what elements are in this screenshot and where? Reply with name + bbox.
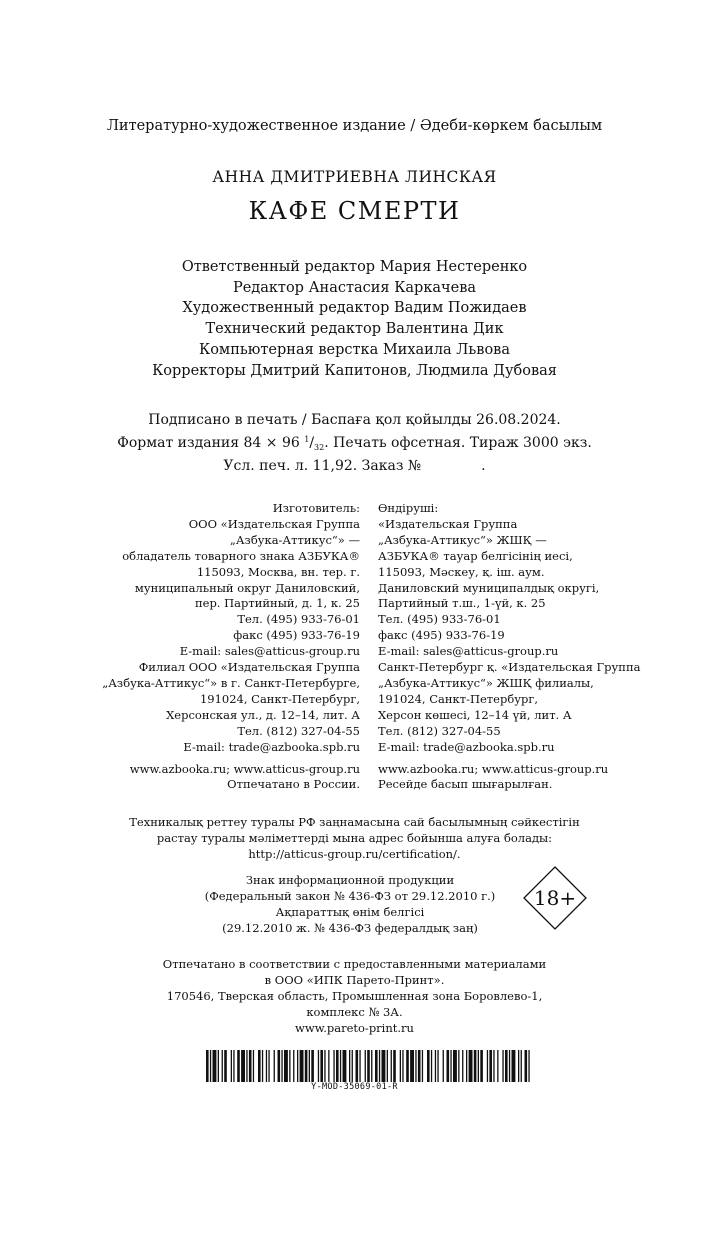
manufacturer-ru-line: www.azbooka.ru; www.atticus-group.ru (129, 761, 360, 776)
barcode-bar (521, 1050, 522, 1082)
order-suffix: . (481, 458, 486, 474)
barcode-bar (512, 1050, 516, 1082)
credit-line: Ответственный редактор Мария Нестеренко (181, 259, 528, 275)
barcode (206, 1050, 530, 1082)
manufacturer-kz-line: Тел. (812) 327-04-55 (378, 723, 501, 738)
barcode-bar (489, 1050, 492, 1082)
barcode-bar (293, 1050, 294, 1082)
barcode-bar (297, 1050, 298, 1082)
barcode-text: Y-MOD-35069-01-R (311, 1082, 398, 1092)
manufacturer-kz-line: Ресейде басып шығарылған. (378, 777, 553, 792)
barcode-bar (518, 1050, 519, 1082)
barcode-bar (525, 1050, 528, 1082)
barcode-bar (466, 1050, 467, 1082)
barcode-bar (447, 1050, 450, 1082)
barcode-bar (458, 1050, 459, 1082)
print-format-line (0, 430, 709, 457)
barcode-bar (435, 1050, 436, 1082)
barcode-bar (274, 1050, 275, 1082)
barcode-bar (340, 1050, 341, 1082)
barcode-bar (333, 1050, 334, 1082)
manufacturer-kz-line: „Азбука-Аттикус“» ЖШҚ филиалы, (378, 675, 594, 690)
barcode-bar (469, 1050, 473, 1082)
barcode-bar (365, 1050, 366, 1082)
barcode-bar (246, 1050, 247, 1082)
barcode-bar (453, 1050, 457, 1082)
barcode-bar (206, 1050, 209, 1082)
barcode-bar (268, 1050, 269, 1082)
manufacturer-ru-line: ООО «Издательская Группа (188, 516, 360, 531)
credit-line: Художественный редактор Вадим Пожидаев (182, 300, 527, 317)
barcode-bar (382, 1050, 386, 1082)
manufacturer-ru-line: Херсонская ул., д. 12–14, лит. А (166, 707, 360, 722)
manufacturer-kz-line: Херсон көшесі, 12–14 үй, лит. А (378, 707, 572, 722)
barcode-bar (241, 1050, 245, 1082)
format-numerator: 1 (304, 435, 310, 444)
barcode-bar (231, 1050, 232, 1082)
credit-line: Компьютерная верстка Михаила Львова (198, 341, 510, 358)
manufacturer-kz-line: E-mail: trade@azbooka.spb.ru (378, 739, 555, 754)
manufacturer-ru-line: факс (495) 933-76-19 (233, 628, 360, 643)
barcode-bar (478, 1050, 479, 1082)
credit-line: Редактор Анастасия Каркачева (232, 279, 477, 296)
book-title: КАФЕ СМЕРТИ (248, 197, 461, 225)
barcode-bar (528, 1050, 529, 1082)
certification-line: Техникалық реттеу туралы РФ заңнамасына сай басылымның сәйкестігін (129, 815, 580, 829)
manufacturer-kz-line: «Издательская Группа (378, 516, 518, 531)
manufacturer-ru-line: Тел. (812) 327-04-55 (237, 723, 360, 738)
manufacturer-ru-line: обладатель товарного знака АЗБУКА® (122, 548, 360, 563)
barcode-bar (371, 1050, 372, 1082)
barcode-bar (480, 1050, 483, 1082)
print-signed-line: Подписано в печать / Баспаға қол қойылды 26.08.2024. (148, 412, 561, 428)
edition-type: Литературно-художественное издание / Әдеби-көркем басылым (106, 118, 603, 134)
manufacturer-ru-column (102, 501, 360, 793)
barcode-bar (262, 1050, 263, 1082)
manufacturer-ru-line: „Азбука-Аттикус“» — (229, 532, 360, 547)
barcode-bar (474, 1050, 477, 1082)
barcode-bar (258, 1050, 261, 1082)
barcode-bar (375, 1050, 378, 1082)
manufacturer-kz-line: E-mail: sales@atticus-group.ru (378, 644, 559, 659)
manufacturer-kz-line: Тел. (495) 933-76-01 (378, 612, 501, 627)
printer-info (0, 956, 709, 1036)
barcode-bar (410, 1050, 414, 1082)
manufacturer-ru-line: муниципальный округ Даниловский, (134, 580, 360, 595)
certification-line: растау туралы мәліметтерді мына адрес бойынша алуға болады: (156, 831, 553, 845)
manufacturer-ru-line: E-mail: trade@azbooka.spb.ru (183, 739, 360, 754)
barcode-bar (343, 1050, 347, 1082)
format-denominator: 32 (314, 443, 325, 452)
manufacturer-kz-line: „Азбука-Аттикус“» ЖШҚ — (378, 532, 547, 547)
barcode-bar (224, 1050, 227, 1082)
format-prefix: Формат издания 84 × 96 (117, 435, 305, 451)
print-order-line (0, 457, 709, 476)
manufacturer-ru-line: пер. Партийный, д. 1, к. 25 (194, 596, 360, 611)
barcode-bar (318, 1050, 319, 1082)
printer-line: Отпечатано в соответствии с предоставленными материалами (162, 957, 547, 971)
manufacturer-kz-line: 115093, Мәскеу, қ. іш. аум. (378, 564, 545, 579)
manufacturer-kz-line: 191024, Санкт-Петербург, (378, 691, 539, 706)
info-sign-line: Ақпараттық өнім белгісі (275, 905, 425, 919)
format-suffix: . Печать офсетная. Тираж 3000 экз. (324, 435, 592, 451)
barcode-bar (487, 1050, 488, 1082)
barcode-bar (462, 1050, 463, 1082)
manufacturer-ru-line: 191024, Санкт-Петербург, (199, 691, 360, 706)
barcode-bar (400, 1050, 401, 1082)
order-prefix: Усл. печ. л. 11,92. Заказ № (223, 458, 422, 474)
info-sign-line: (29.12.2010 ж. № 436-ФЗ федералдық заң) (222, 921, 478, 935)
barcode-bar (320, 1050, 323, 1082)
barcode-bar (422, 1050, 423, 1082)
barcode-bar (336, 1050, 339, 1082)
manufacturer-ru-line: Филиал ООО «Издательская Группа (138, 660, 360, 675)
editorial-credits (0, 257, 709, 381)
barcode-bar (437, 1050, 438, 1082)
barcode-bar (387, 1050, 388, 1082)
barcode-bar (305, 1050, 308, 1082)
printer-line: 170546, Тверская область, Промышленная зона Боровлево-1, (166, 989, 543, 1003)
manufacturer-kz-line: факс (495) 933-76-19 (378, 628, 505, 643)
barcode-bar (505, 1050, 508, 1082)
barcode-bar (509, 1050, 510, 1082)
barcode-bar (415, 1050, 416, 1082)
certification-notice (0, 814, 709, 862)
manufacturer-ru-line: Изготовитель: (272, 501, 360, 515)
barcode-bar (311, 1050, 314, 1082)
barcode-bar (431, 1050, 432, 1082)
barcode-bar (328, 1050, 329, 1082)
credit-line: Технический редактор Валентина Дик (205, 321, 504, 338)
age-rating-badge (522, 865, 588, 931)
barcode-bar (300, 1050, 304, 1082)
barcode-bar (393, 1050, 396, 1082)
barcode-bar (213, 1050, 217, 1082)
barcode-bar (289, 1050, 290, 1082)
print-details (0, 411, 709, 476)
manufacturer-kz-line: www.azbooka.ru; www.atticus-group.ru (378, 761, 609, 776)
barcode-bar (281, 1050, 282, 1082)
barcode-bar (391, 1050, 392, 1082)
info-sign-line: (Федеральный закон № 436-ФЗ от 29.12.2010 г.) (204, 889, 496, 903)
barcode-bar (233, 1050, 234, 1082)
barcode-bar (379, 1050, 380, 1082)
age-rating-text: 18+ (533, 886, 577, 910)
barcode-bar (493, 1050, 494, 1082)
info-sign-line: Знак информационной продукции (245, 873, 455, 887)
certification-url: http://atticus-group.ru/certification/. (248, 847, 461, 861)
manufacturer-kz-line: Өндіруші: (378, 501, 439, 515)
manufacturer-ru-line: „Азбука-Аттикус“» в г. Санкт-Петербурге, (102, 675, 360, 690)
manufacturer-kz-column (378, 501, 640, 793)
barcode-bar (278, 1050, 281, 1082)
manufacturer-ru-line: E-mail: sales@atticus-group.ru (179, 644, 360, 659)
barcode-bar (210, 1050, 211, 1082)
printer-url: www.pareto-print.ru (295, 1021, 414, 1035)
manufacturer-kz-line: Санкт-Петербург қ. «Издательская Группа (378, 660, 641, 675)
barcode-bar (218, 1050, 219, 1082)
barcode-bar (402, 1050, 403, 1082)
barcode-bar (284, 1050, 288, 1082)
manufacturer-kz-line: АЗБУКА® тауар белгісінің иесі, (378, 548, 573, 563)
credit-line: Корректоры Дмитрий Капитонов, Людмила Дубовая (152, 362, 557, 379)
manufacturer-kz-line: Партийный т.ш., 1-үй, к. 25 (378, 596, 546, 611)
barcode-bar (502, 1050, 503, 1082)
barcode-bar (497, 1050, 498, 1082)
printer-line: комплекс № 3А. (306, 1005, 403, 1019)
barcode-bar (359, 1050, 360, 1082)
barcode-bar (324, 1050, 325, 1082)
barcode-bar (450, 1050, 451, 1082)
barcode-bar (222, 1050, 223, 1082)
author-name: АННА ДМИТРИЕВНА ЛИНСКАЯ (212, 168, 497, 186)
manufacturer-ru-line: Тел. (495) 933-76-01 (237, 612, 360, 627)
barcode-bar (249, 1050, 252, 1082)
barcode-bar (418, 1050, 421, 1082)
information-product-sign (190, 872, 510, 936)
barcode-bar (356, 1050, 359, 1082)
barcode-bar (237, 1050, 240, 1082)
format-slash: / (309, 435, 315, 451)
barcode-bar (266, 1050, 267, 1082)
printer-line: в ООО «ИПК Парето-Принт». (264, 973, 445, 987)
barcode-bar (349, 1050, 350, 1082)
barcode-bar (427, 1050, 430, 1082)
barcode-bar (309, 1050, 310, 1082)
manufacturer-ru-line: 115093, Москва, вн. тер. г. (196, 564, 360, 579)
barcode-bar (352, 1050, 353, 1082)
barcode-bar (406, 1050, 409, 1082)
barcode-bar (443, 1050, 444, 1082)
barcode-bar (253, 1050, 254, 1082)
manufacturer-ru-line: Отпечатано в России. (227, 777, 360, 792)
manufacturer-kz-line: Даниловский муниципалдық округі, (378, 580, 600, 595)
barcode-bar (367, 1050, 370, 1082)
